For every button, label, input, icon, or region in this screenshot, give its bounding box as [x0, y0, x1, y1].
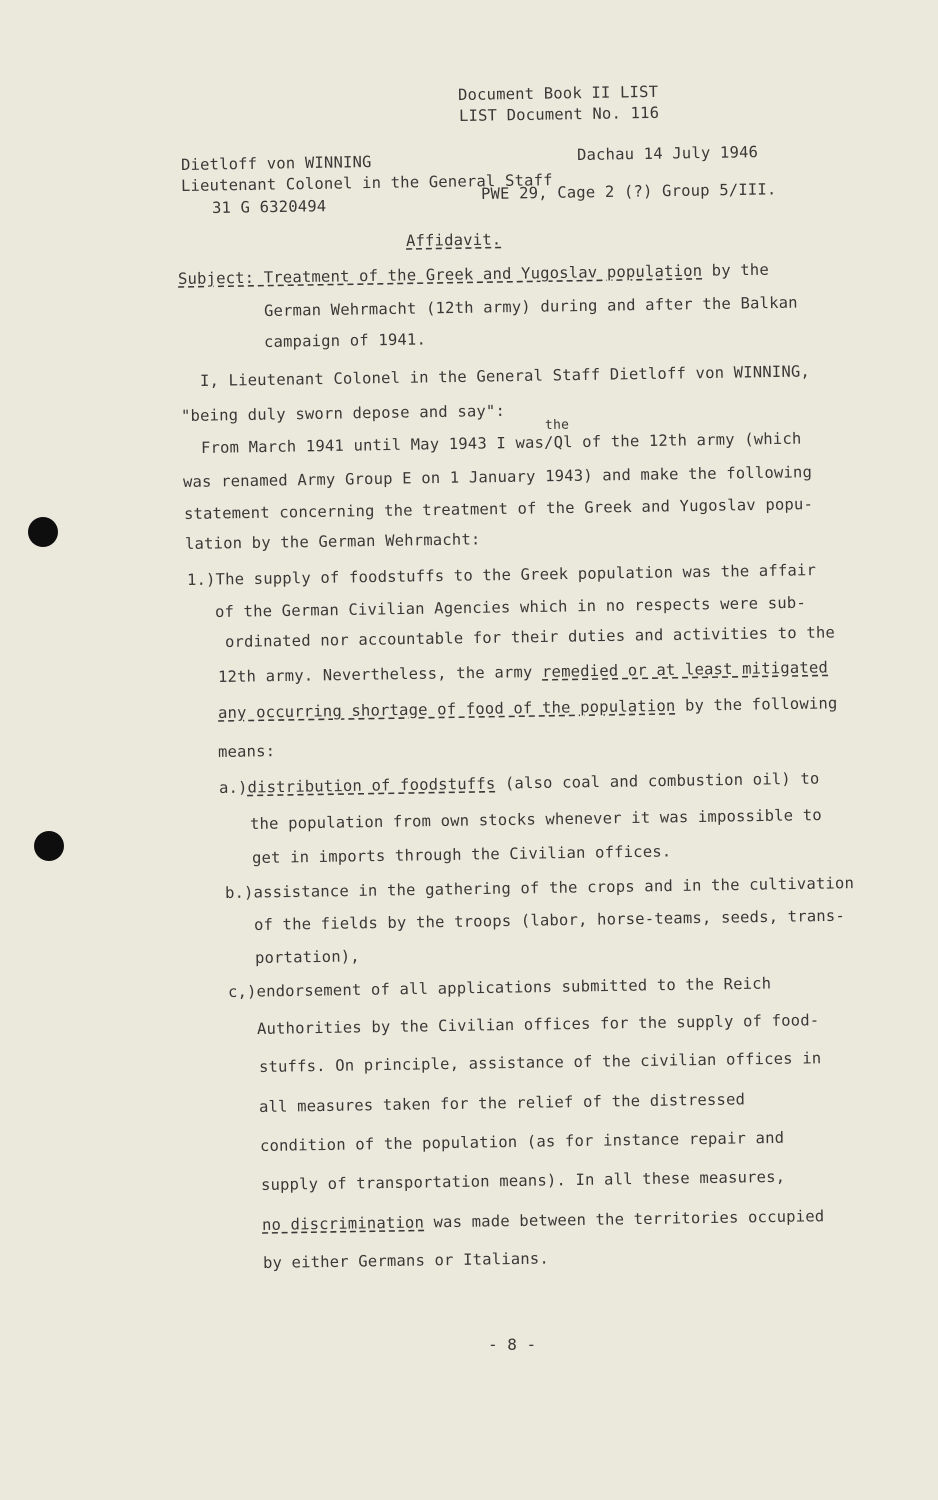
item-c-line-8: by either Germans or Italians. [262, 1249, 550, 1272]
punch-hole [28, 517, 58, 547]
place-date: Dachau 14 July 1946 [576, 143, 759, 164]
doc-number-line: LIST Document No. 116 [458, 103, 660, 125]
item-b-line-3: portation), [254, 947, 360, 967]
point1-line-1: 1.)The supply of foodstuffs to the Greek population was the affair [186, 561, 817, 589]
point1-line-2: of the German Civilian Agencies which in no respects were sub- [214, 593, 807, 621]
doc-book-line: Document Book II LIST [457, 82, 659, 104]
item-c-line-2: Authorities by the Civilian offices for the supply of food- [256, 1011, 820, 1038]
item-b-line-1: b.)assistance in the gathering of the crops and in the cultivation [224, 874, 855, 902]
subject-rest: by the [702, 260, 770, 280]
intro-line-1: I, Lieutenant Colonel in the General Staff Dietloff von WINNING, [199, 362, 811, 390]
intro-line-5: statement concerning the treatment of the Greek and Yugoslav popu- [183, 495, 814, 523]
affiant-rank: Lieutenant Colonel in the General Staff [180, 171, 553, 195]
item-c-line-4: all measures taken for the relief of the distressed [258, 1090, 746, 1116]
item-c-line-6: supply of transportation means). In all these measures, [260, 1167, 786, 1194]
item-c-line-1: c,)endorsement of all applications submitted to the Reich [227, 974, 772, 1001]
intro-line-2: "being duly sworn depose and say": [180, 401, 506, 425]
item-a-underlined: distribution of foodstuffs [247, 774, 496, 797]
point1-l4-text: 12th army. Nevertheless, the army [217, 662, 543, 686]
item-c-line-5: condition of the population (as for instance repair and [259, 1128, 785, 1155]
inserted-word: the [544, 417, 570, 433]
intro-line-3: From March 1941 until May 1943 I was/Ql of the 12th army (which [200, 429, 802, 457]
subject-line-1 [178, 261, 769, 288]
point1-line-4 [218, 658, 828, 686]
subject-label: Subject: Treatment of the Greek and Yugoslav population [177, 261, 703, 288]
item-c-underlined: no discrimination [261, 1213, 425, 1234]
point1-line-3: ordinated nor accountable for their duties and activities to the [224, 623, 836, 651]
item-a-marker: a.) [218, 778, 248, 797]
point1-line-5 [218, 694, 838, 722]
punch-hole [34, 831, 64, 861]
item-a-text: (also coal and combustion oil) to [495, 769, 820, 793]
item-c-line-3: stuffs. On principle, assistance of the civilian offices in [258, 1049, 822, 1076]
affiant-name: Dietloff von WINNING [180, 153, 372, 174]
camp-location: PWE 29, Cage 2 (?) Group 5/III. [480, 180, 777, 203]
point1-line-6: means: [217, 742, 276, 761]
point1-l5-text: by the following [675, 694, 838, 715]
item-a-line-1 [219, 770, 820, 797]
point1-l5-underlined: any occurring shortage of food of the population [217, 696, 676, 722]
point1-l4-underlined: remedied or at least mitigated [541, 658, 829, 681]
item-b-line-2: of the fields by the troops (labor, horse-teams, seeds, trans- [253, 906, 846, 934]
item-a-line-2: the population from own stocks whenever it was impossible to [249, 806, 822, 833]
page-number: - 8 - [488, 1335, 537, 1354]
item-c-line-7 [262, 1207, 825, 1234]
item-c-text: was made between the territories occupied [423, 1207, 825, 1232]
intro-line-6: lation by the German Wehrmacht: [184, 530, 481, 553]
intro-line-4: was renamed Army Group E on 1 January 1943) and make the following [182, 463, 813, 491]
affidavit-title: Affidavit. [405, 230, 502, 250]
subject-line-3: campaign of 1941. [263, 330, 427, 351]
subject-line-2: German Wehrmacht (12th army) during and after the Balkan [263, 293, 798, 320]
item-a-line-3: get in imports through the Civilian offices. [251, 842, 672, 867]
service-number: 31 G 6320494 [211, 197, 327, 217]
